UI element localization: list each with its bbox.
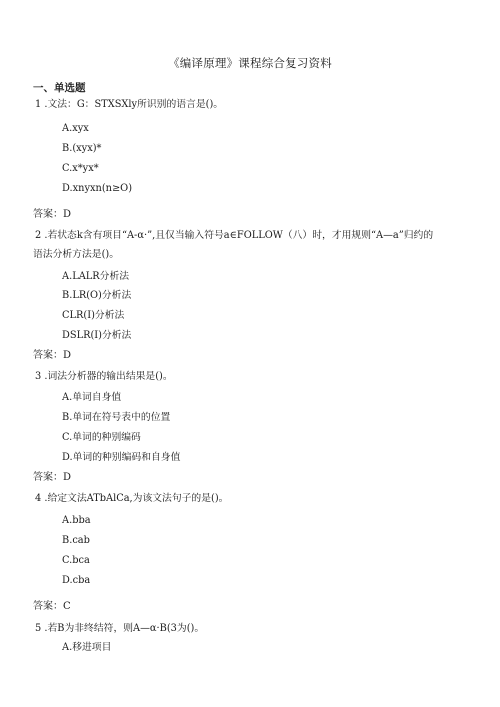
question-3-option-b: B.单词在符号表中的位置 [62,412,171,423]
question-2-answer: 答案：D [33,350,72,361]
question-2-option-d: DSLR(I)分析法 [62,330,132,341]
question-4-stem: 4 .给定文法ATbAlCa,为该文法句子的是()。 [35,493,229,504]
question-4-option-c: C.bca [62,555,90,566]
question-1-stem: 1 .文法：G：STXSXly所识别的语言是()。 [35,99,224,110]
question-4-option-a: A.bba [62,515,91,526]
question-3-answer: 答案：D [33,472,72,483]
question-2-option-a: A.LALR分析法 [62,271,130,282]
question-1-answer: 答案：D [33,209,72,220]
question-2-stem-continued: 语法分析方法是()。 [33,249,120,260]
section-heading: 一、单选题 [33,82,86,94]
question-3-option-c: C.单词的种别编码 [62,432,141,443]
question-4-option-b: B.cab [62,535,90,546]
question-1-option-d: D.xnyxn(n≥O) [62,183,133,194]
question-2-stem: 2 .若状态k含有项目“A-α·”,且仅当输入符号a∈FOLLOW（八）时，才用规则“A—a”归约的 [35,230,434,241]
question-5-option-a: A.移进项目 [62,642,112,653]
question-1-option-a: A.xyx [62,123,89,134]
question-1-option-c: C.x*yx* [62,163,99,174]
question-4-answer: 答案：C [33,601,71,612]
page-title: 《编译原理》课程综合复习资料 [168,56,332,70]
question-3-option-a: A.单词自身值 [62,392,122,403]
question-5-stem: 5 .若B为非终结符，则A—α·B(3为()。 [35,623,205,634]
question-1-option-b: B.(xyx)* [62,143,102,154]
question-2-option-b: B.LR(O)分析法 [62,290,132,301]
question-2-option-c: CLR(I)分析法 [62,310,125,321]
question-3-option-d: D.单词的种别编码和自身值 [62,452,181,463]
question-3-stem: 3 .词法分析器的输出结果是()。 [35,371,173,382]
question-4-option-d: D.cba [62,575,91,586]
